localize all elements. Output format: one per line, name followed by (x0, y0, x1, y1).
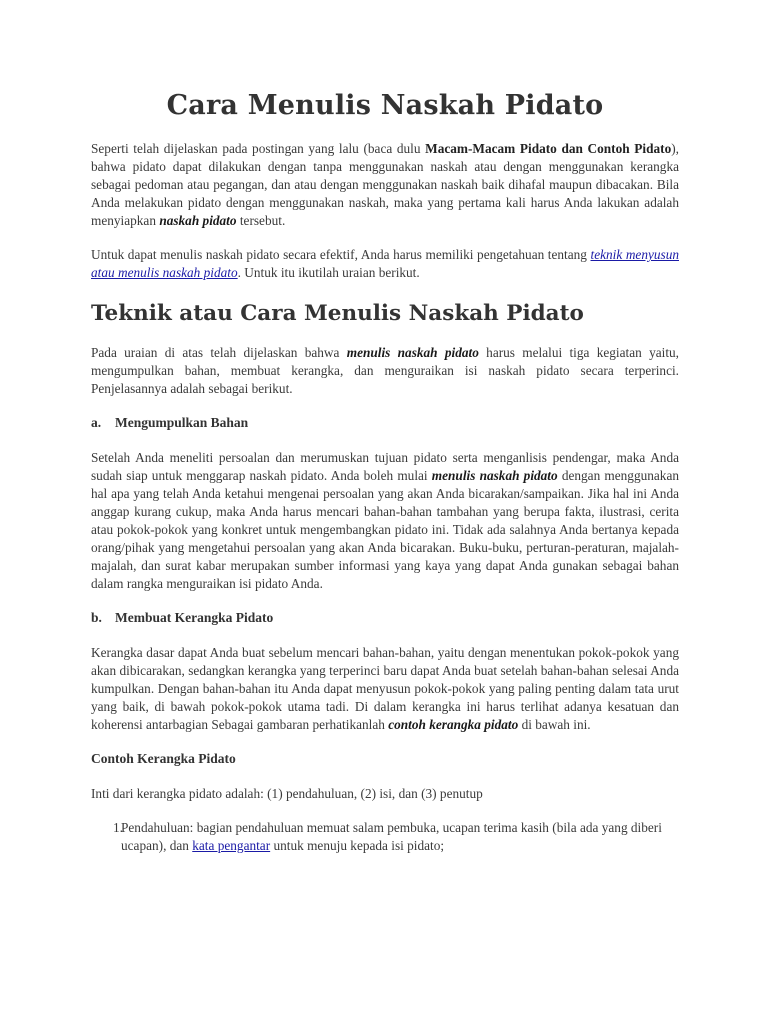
emphasis: menulis naskah pidato (346, 345, 479, 360)
outline-list (91, 819, 679, 855)
text: Setelah Anda meneliti persoalan dan merumuskan tujuan pidato serta menganlisis pendengar, maka Anda sudah siap untuk menggarap naskah pidato. Anda boleh mulai (91, 450, 679, 483)
example-heading: Contoh Kerangka Pidato (91, 751, 236, 766)
subheading-b (91, 609, 679, 627)
reference-title: Macam-Macam Pidato dan Contoh Pidato (425, 141, 672, 156)
kata-pengantar-link[interactable]: kata pengantar (192, 838, 271, 853)
text: di bawah ini. (518, 717, 591, 732)
text: ), bahwa pidato dapat dilakukan dengan tanpa menggunakan naskah atau dengan menggunakan kerangka sebagai pedoman atau pegangan, dan atau dengan menggunakan naskah baik dihafal maupun dibacakan. Bila Anda melakukan pidato dengan menggunakan naskah, maka yang pertama kali harus Anda lakukan adalah menyiapkan (91, 141, 679, 228)
subheading-label: Membuat Kerangka Pidato (115, 610, 274, 625)
list-number: 1. (113, 820, 123, 835)
sub-b-paragraph (91, 644, 679, 734)
page-title: Cara Menulis Naskah Pidato (166, 90, 604, 121)
emphasis: menulis naskah pidato (431, 468, 558, 483)
text: Seperti telah dijelaskan pada postingan yang lalu (baca dulu (91, 141, 426, 156)
example-intro: Inti dari kerangka pidato adalah: (1) pendahuluan, (2) isi, dan (3) penutup (91, 786, 483, 801)
text: untuk menuju kepada isi pidato; (270, 838, 445, 853)
subheading-a (91, 414, 679, 432)
list-item (91, 819, 679, 855)
intro-paragraph-2 (91, 246, 679, 282)
teknik-menyusun-link[interactable]: teknik menyusun atau menulis naskah pidato (91, 247, 679, 280)
text: . Untuk itu ikutilah uraian berikut. (237, 265, 420, 280)
intro-paragraph-1 (91, 140, 679, 230)
emphasis: naskah pidato (159, 213, 237, 228)
text: harus melalui tiga kegiatan yaitu, mengumpulkan bahan, membuat kerangka, dan menguraikan isi naskah pidato secara terperinci. Penjelasannya adalah sebagai berikut. (91, 345, 679, 396)
text: Pada uraian di atas telah dijelaskan bahwa (91, 345, 347, 360)
text: Pendahuluan: bagian pendahuluan memuat salam pembuka, ucapan terima kasih (bila ada yang diberi ucapan), dan (121, 820, 662, 853)
text: Kerangka dasar dapat Anda buat sebelum mencari bahan-bahan, yaitu dengan menentukan pokok-pokok yang akan dibicarakan, sedangkan kerangka yang terperinci baru dapat Anda buat setelah bahan-bahan selesai Anda kumpulkan. Dengan bahan-bahan itu Anda dapat menyusun pokok-pokok yang paling penting dalam tata urut yang baik, di bawah pokok-pokok utama tadi. Di dalam kerangka ini harus terlihat adanya kesatuan dan koherensi antarbagian Sebagai gambaran perhatikanlah (91, 645, 679, 732)
emphasis: contoh kerangka pidato (388, 717, 519, 732)
section-heading: Teknik atau Cara Menulis Naskah Pidato (91, 301, 584, 326)
subheading-label: Mengumpulkan Bahan (115, 415, 249, 430)
article-body (91, 84, 679, 855)
subheading-marker: b. (91, 610, 102, 625)
text: tersebut. (236, 213, 286, 228)
sub-a-paragraph (91, 449, 679, 593)
text: Untuk dapat menulis naskah pidato secara efektif, Anda harus memiliki pengetahuan tentang (91, 247, 591, 262)
text: dengan menggunakan hal apa yang telah Anda ketahui mengenai persoalan yang akan Anda bicarakan/sampaikan. Jika hal ini Anda anggap kurang cukup, maka Anda harus mencari bahan-bahan tambahan yang berupa fakta, ilustrasi, cerita atau pokok-pokok yang konkret untuk mengembangkan pidato ini. Tidak ada salahnya Anda bertanya kepada orang/pihak yang mengetahui persoalan yang akan Anda bicarakan. Buku-buku, perturan-peraturan, majalah-majalah, dan surat kabar merupakan sumber informasi yang kaya yang dapat Anda gunakan sebagai bahan dalam rangka menguraikan isi pidato Anda. (91, 468, 680, 591)
section-paragraph-1 (91, 344, 679, 398)
subheading-marker: a. (91, 415, 102, 430)
